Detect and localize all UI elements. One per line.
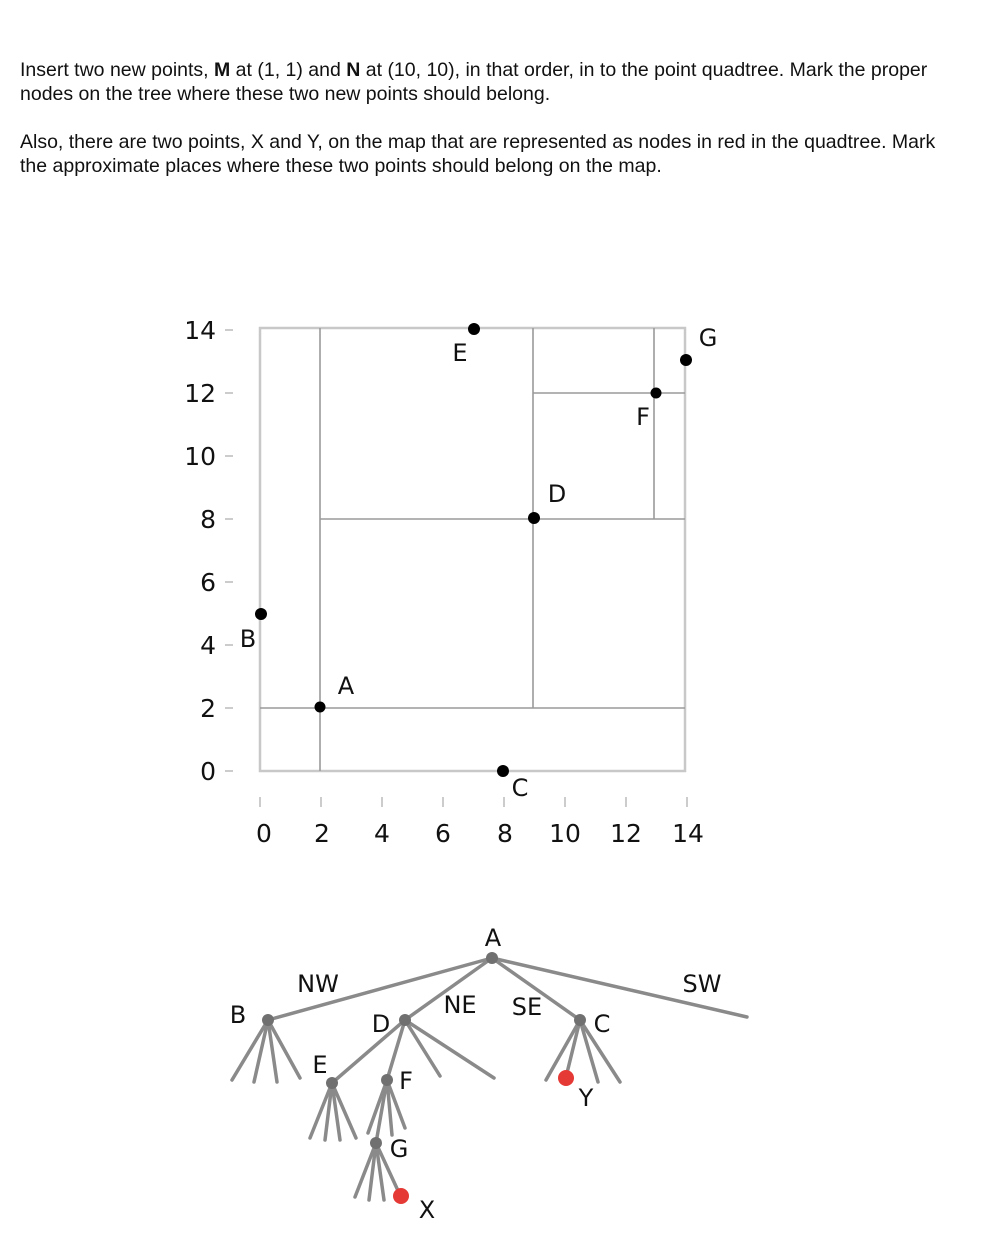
y-tick-label: 4 — [200, 631, 216, 660]
tree-label-c: C — [593, 1010, 611, 1038]
x-tick-label: 6 — [435, 819, 451, 848]
map-point-e — [468, 323, 480, 335]
point-m-name: M — [214, 59, 231, 81]
map-point-g — [680, 354, 692, 366]
x-tick-label: 8 — [497, 819, 513, 848]
y-tick-label: 2 — [200, 694, 216, 723]
map-point-a — [315, 702, 326, 713]
branch-label-sw: SW — [682, 970, 722, 998]
map-label-e: E — [452, 339, 468, 367]
edge-f-g — [376, 1080, 387, 1143]
point-n-name: N — [346, 59, 361, 81]
x-tick-label: 4 — [374, 819, 390, 848]
map-label-c: C — [511, 774, 529, 802]
tree-node-e — [326, 1077, 338, 1089]
tree-label-a: A — [484, 924, 502, 952]
tree-node-b — [262, 1014, 274, 1026]
tree-label-e: E — [312, 1051, 328, 1079]
x-tick-label: 10 — [549, 819, 581, 848]
map-point-c — [497, 765, 509, 777]
x-tick-label: 2 — [314, 819, 330, 848]
map-label-d: D — [547, 480, 567, 508]
map-label-a: A — [337, 672, 355, 700]
branch-label-ne: NE — [443, 991, 477, 1019]
x-tick-label: 0 — [256, 819, 272, 848]
instr-text-1b: at (1, 1) and — [230, 59, 347, 81]
quadtree — [230, 924, 747, 1224]
tree-label-d: D — [371, 1010, 391, 1038]
instr-text-1c: at (10, 10), in that order, in to the point quadtree. Mark the proper nodes on the tree where these two new points should belong. — [20, 59, 928, 105]
y-tick-label: 8 — [200, 505, 216, 534]
map-point-b — [255, 608, 267, 620]
tree-node-g — [370, 1137, 382, 1149]
tree-label-b: B — [229, 1001, 247, 1029]
tree-label-y: Y — [578, 1084, 594, 1112]
map-label-f: F — [636, 403, 650, 431]
tree-node-x-red — [393, 1188, 409, 1204]
tree-node-f — [381, 1074, 393, 1086]
map-point-f — [651, 388, 662, 399]
y-axis — [184, 316, 233, 786]
x-tick-label: 14 — [672, 819, 704, 848]
branch-label-se: SE — [511, 993, 543, 1021]
y-tick-label: 10 — [184, 442, 216, 471]
x-axis — [256, 797, 704, 848]
branch-label-nw: NW — [297, 970, 339, 998]
instr-text-1a: Insert two new points, — [20, 59, 215, 81]
map-points — [240, 323, 718, 802]
tree-node-a — [486, 952, 498, 964]
tree-node-c — [574, 1014, 586, 1026]
map-label-g: G — [698, 324, 718, 352]
instruction-paragraph-2: Also, there are two points, X and Y, on the map that are represented as nodes in red in the quadtree. Mark the approximate places where these two points should belong on the map. — [20, 131, 936, 177]
y-tick-label: 12 — [184, 379, 216, 408]
edge-c-y — [566, 1020, 580, 1077]
map-label-b: B — [239, 625, 257, 653]
y-tick-label: 0 — [200, 757, 216, 786]
tree-label-x: X — [418, 1196, 436, 1224]
tree-label-g: G — [389, 1135, 409, 1163]
y-tick-label: 14 — [184, 316, 216, 345]
tree-label-f: F — [399, 1067, 413, 1095]
x-tick-label: 12 — [610, 819, 642, 848]
tree-node-d — [399, 1014, 411, 1026]
tree-node-y-red — [558, 1070, 574, 1086]
leaf-edge-d — [405, 1020, 494, 1078]
map-point-d — [528, 512, 540, 524]
map — [184, 316, 717, 848]
y-tick-label: 6 — [200, 568, 216, 597]
